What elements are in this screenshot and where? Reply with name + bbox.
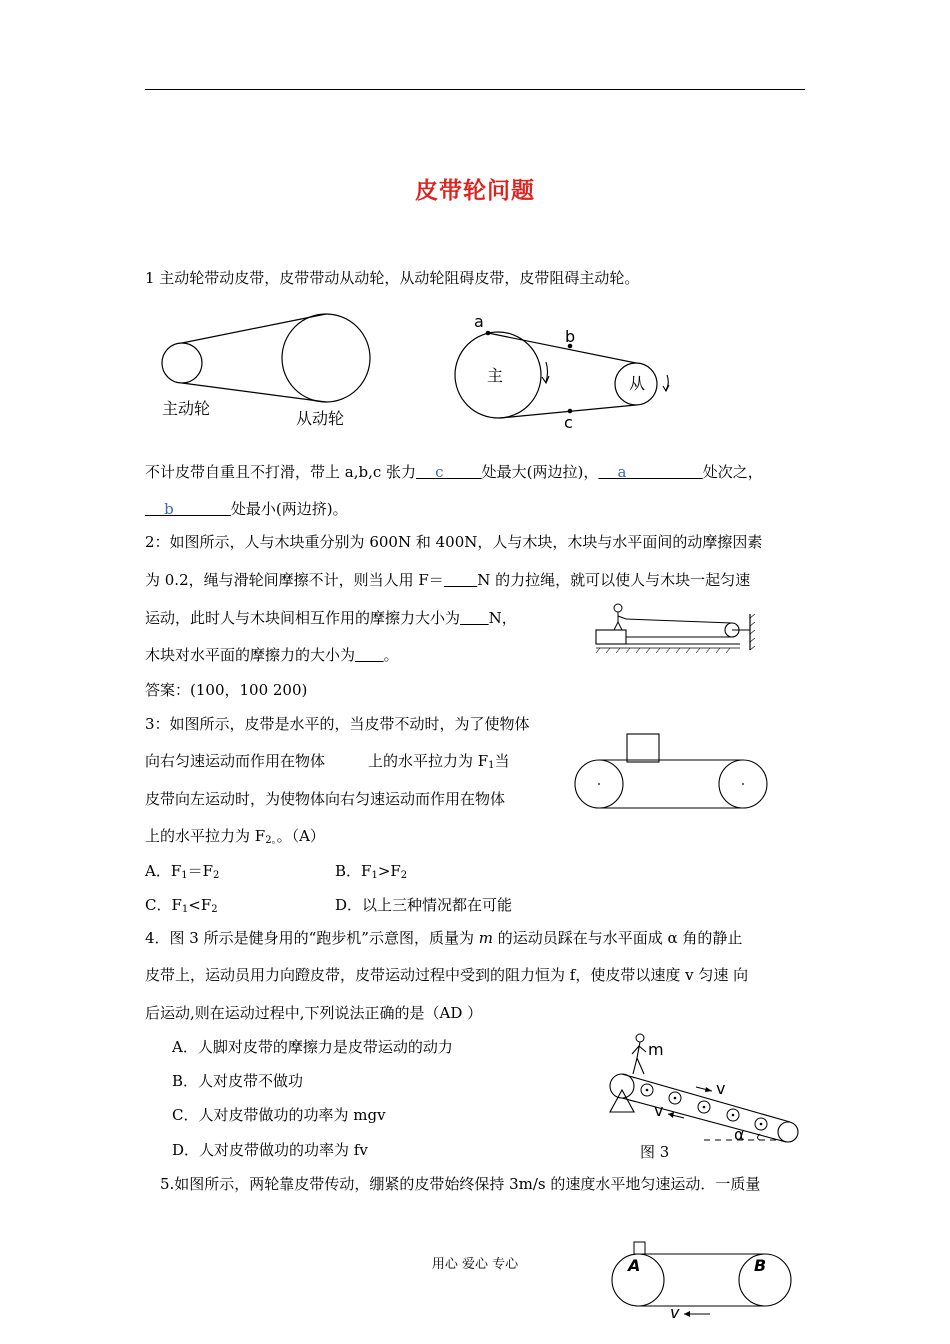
p2-answer: 答案：(100，100 200)	[145, 681, 308, 699]
header-rule	[145, 89, 805, 90]
p4-line-1: 4．图 3 所示是健身用的“跑步机”示意图，质量为 m 的运动员踩在与水平面成 α 角的静止	[145, 929, 743, 947]
answer-c: c	[435, 463, 444, 481]
page-footer: 用心 爱心 专心	[431, 1257, 519, 1272]
p3-option-c: C．$F_1<F_2$	[145, 896, 218, 915]
p1-fill-line-1: 不计皮带自重且不打滑，带上 a,b,c 张力 c 处最大(两边拉)， a 处次之，	[145, 463, 763, 481]
label-a: a	[474, 312, 484, 331]
label-v-bottom: v	[654, 1101, 664, 1120]
p3-option-a: A．$F_1=F_2$	[145, 862, 220, 881]
label-alpha: α	[734, 1125, 745, 1144]
page-title: 皮带轮问题	[415, 177, 535, 204]
p2-line-1: 2：如图所示，人与木块重分别为 600N 和 400N，人与木块，木块与水平面间的动摩擦因素	[145, 533, 763, 551]
p5-line-1: 5.如图所示，两轮靠皮带传动，绷紧的皮带始终保持 3m/s 的速度水平地匀速运动．一质量	[160, 1175, 761, 1193]
label-v-top: v	[716, 1079, 726, 1098]
figure-3-caption: 图 3	[640, 1143, 670, 1161]
label-driver: 主动轮	[162, 399, 211, 418]
figure-person-block-pulley	[590, 600, 770, 662]
answer-b: b	[164, 500, 174, 518]
p2-line-4: 木块对水平面的摩擦力的大小为 。	[145, 646, 399, 664]
p4-line-3: 后运动,则在运动过程中,下列说法正确的是（AD ）	[145, 1004, 483, 1022]
p3-line-1: 3：如图所示，皮带是水平的，当皮带不动时，为了使物体	[145, 715, 530, 733]
p2-line-2: 为 0.2，绳与滑轮间摩擦不计，则当人用 F＝ N 的力拉绳，就可以使人与木块一起匀速	[145, 571, 751, 589]
label-driven-wheel: 从	[629, 374, 646, 393]
label-driven: 从动轮	[296, 409, 345, 428]
p3-line-2: 向右匀速运动而作用在物体 上的水平拉力为 $F_1$当	[145, 752, 510, 771]
p4-option-b: B．人对皮带不做功	[172, 1072, 304, 1090]
p1-intro: 1 主动轮带动皮带，皮带带动从动轮，从动轮阻碍皮带，皮带阻碍主动轮。	[145, 269, 640, 287]
answer-a: a	[617, 463, 627, 481]
figure-treadmill	[600, 1030, 805, 1148]
label-c: c	[564, 413, 573, 432]
p3-line-3: 皮带向左运动时，为使物体向右匀速运动而作用在物体	[145, 790, 506, 808]
label-v: v	[670, 1303, 680, 1322]
p4-option-a: A．人脚对皮带的摩擦力是皮带运动的动力	[172, 1038, 453, 1056]
figure-belt-driver-driven	[158, 306, 378, 431]
p1-fill-line-2: b 处最小(两边挤)。	[164, 500, 348, 518]
label-wheel-a: A	[628, 1256, 641, 1275]
p3-option-b: B．$F_1>F_2$	[335, 862, 408, 881]
label-m: m	[648, 1040, 664, 1059]
label-b: b	[565, 327, 576, 346]
label-wheel-b: B	[754, 1256, 767, 1275]
figure-belt-abc	[450, 312, 680, 437]
p2-line-3: 运动，此时人与木块间相互作用的摩擦力大小为 N，	[145, 609, 517, 627]
p4-line-2: 皮带上，运动员用力向蹬皮带，皮带运动过程中受到的阻力恒为 f，使皮带以速度 v 匀速 向	[145, 966, 749, 984]
label-driver-wheel: 主	[487, 366, 504, 385]
p3-line-4: 上的水平拉力为 $F_{2。}$。（A）	[145, 827, 325, 846]
p4-option-d: D．人对皮带做功的功率为 fv	[172, 1141, 368, 1159]
figure-two-wheels-belt	[610, 1240, 800, 1320]
figure-horizontal-belt	[570, 730, 775, 812]
p3-option-d: D．以上三种情况都在可能	[335, 896, 513, 914]
p4-option-c: C．人对皮带做功的功率为 mgv	[172, 1106, 386, 1124]
